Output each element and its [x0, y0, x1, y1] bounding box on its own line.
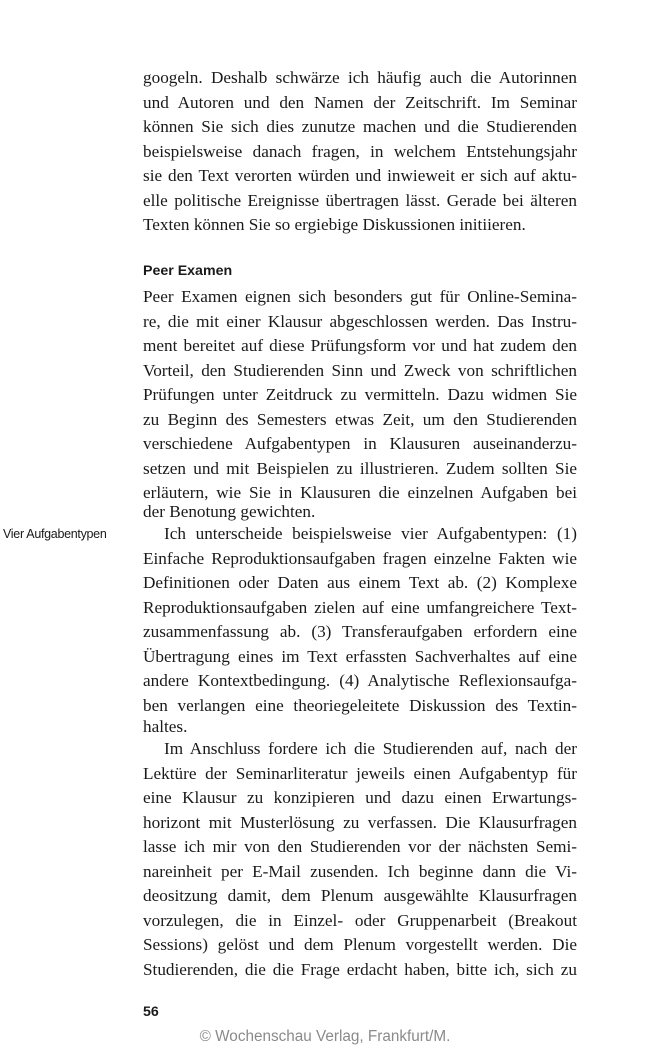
body-line: Texten können Sie so ergiebige Diskussionen initiieren. — [143, 215, 526, 234]
body-line: elle politische Ereignisse übertragen lässt. Gerade bei älteren — [143, 190, 577, 210]
body-line: verschiedene Aufgabentypen in Klausuren auseinanderzu- — [143, 434, 577, 453]
body-line: Peer Examen eignen sich besonders gut für Online-Semina- — [143, 287, 577, 306]
body-line: re, die mit einer Klausur abgeschlossen werden. Das Instru- — [143, 311, 577, 331]
body-line: Studierenden, die die Frage erdacht haben, bitte ich, sich zu — [143, 959, 577, 979]
body-line: deositzung damit, dem Plenum ausgewählte Klausurfragen — [143, 886, 577, 905]
body-line: erläutern, wie Sie in Klausuren die einzelnen Aufgaben bei — [143, 483, 577, 502]
body-line: Prüfungen unter Zeitdruck zu vermitteln. Dazu widmen Sie — [143, 385, 577, 404]
body-line: zu Beginn des Semesters etwas Zeit, um den Studierenden — [143, 409, 577, 429]
body-line: nareinheit per E-Mail zusenden. Ich beginne dann die Vi- — [143, 861, 577, 881]
body-line: Definitionen oder Daten aus einem Text ab. (2) Komplexe — [143, 573, 577, 592]
body-line: googeln. Deshalb schwärze ich häufig auch die Autorinnen — [143, 68, 577, 87]
body-line: Einfache Reproduktionsaufgaben fragen einzelne Fakten wie — [143, 548, 577, 568]
body-line: Reproduktionsaufgaben zielen auf eine umfangreichere Text- — [143, 597, 577, 617]
body-line: horizont mit Musterlösung zu verfassen. Die Klausurfragen — [143, 812, 577, 832]
body-line: Vorteil, den Studierenden Sinn und Zweck von schriftlichen — [143, 360, 577, 380]
body-line: ben verlangen eine theoriegeleitete Diskussion des Textin- — [143, 695, 577, 715]
body-line: lasse ich mir von den Studierenden vor der nächsten Semi- — [143, 837, 577, 856]
body-line: Übertragung eines im Text erfassten Sachverhaltes auf eine — [143, 646, 577, 666]
section-heading: Peer Examen — [143, 263, 233, 279]
body-line: Lektüre der Seminarliteratur jeweils einen Aufgabentyp für — [143, 763, 577, 783]
body-line: eine Klausur zu konzipieren und dazu einen Erwartungs- — [143, 788, 577, 807]
body-line: Im Anschluss fordere ich die Studierenden auf, nach der — [164, 739, 577, 758]
body-line: Ich unterscheide beispielsweise vier Aufgabentypen: (1) — [164, 524, 577, 543]
body-line: können Sie sich dies zunutze machen und die Studierenden — [143, 117, 577, 136]
body-line: und Autoren und den Namen der Zeitschrift. Im Seminar — [143, 92, 577, 112]
copyright-notice: © Wochenschau Verlag, Frankfurt/M. — [199, 1028, 451, 1045]
body-line: andere Kontextbedingung. (4) Analytische Reflexionsaufga- — [143, 671, 577, 690]
body-line: zusammenfassung ab. (3) Transferaufgaben erfordern eine — [143, 622, 577, 641]
margin-note: Vier Aufgabentypen — [3, 527, 107, 541]
body-line: Sessions) gelöst und dem Plenum vorgestellt werden. Die — [143, 935, 577, 954]
body-line: der Benotung gewichten. — [143, 502, 316, 521]
body-line: setzen und mit Beispielen zu illustrieren. Zudem sollten Sie — [143, 458, 577, 478]
page-number: 56 — [143, 1004, 159, 1020]
body-line: ment bereitet auf diese Prüfungsform vor und hat zudem den — [143, 336, 577, 355]
body-line: sie den Text verorten würden und inwieweit er sich auf aktu- — [143, 166, 577, 185]
body-line: vorzulegen, die in Einzel- oder Gruppenarbeit (Breakout — [143, 910, 577, 930]
body-line: haltes. — [143, 717, 188, 736]
body-line: beispielsweise danach fragen, in welchem Entstehungsjahr — [143, 141, 577, 161]
